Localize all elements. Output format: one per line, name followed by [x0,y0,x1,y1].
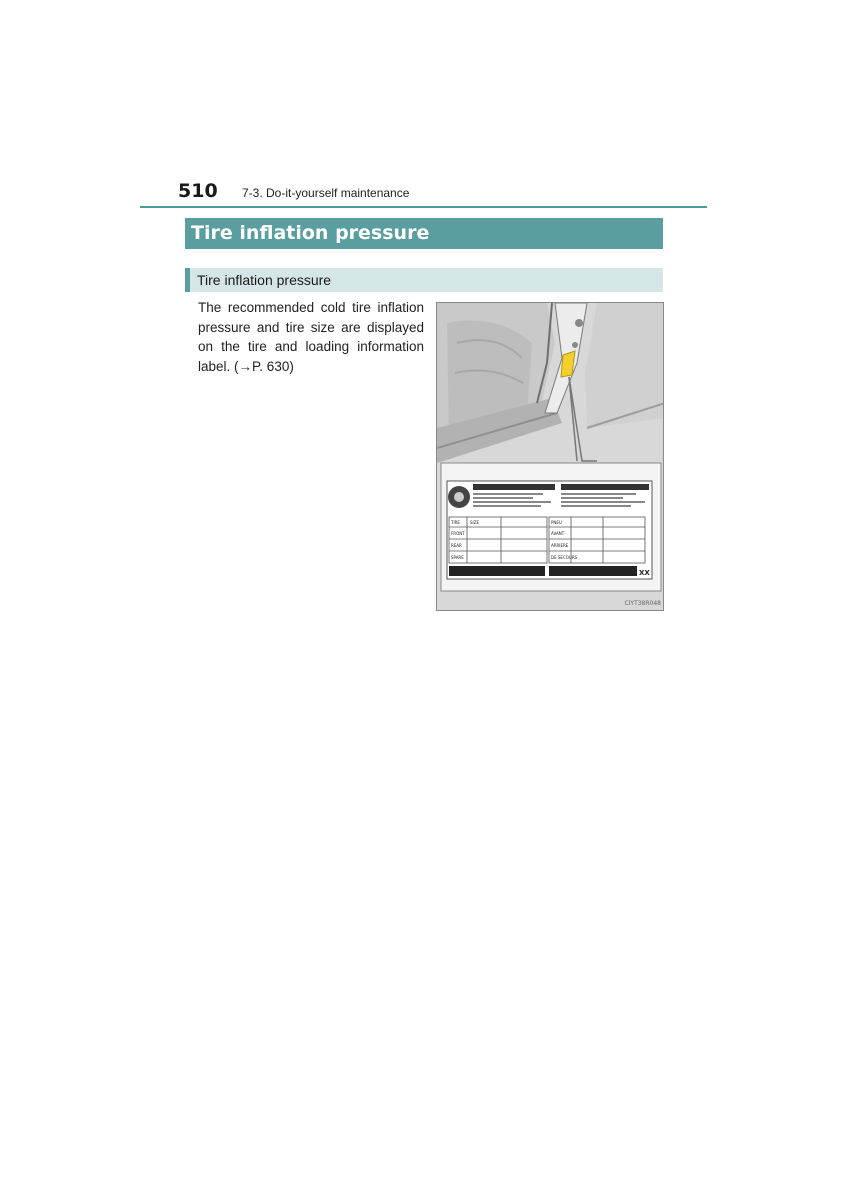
body-paragraph [198,298,424,376]
door-latch [575,319,583,327]
section-title: Tire inflation pressure [185,218,663,249]
col-pneu: PNEU [551,520,562,525]
label-header-fr [561,484,649,490]
label-mark: XX [639,569,650,577]
door-pillar-illustration [436,302,664,611]
row-spare: SPARE [451,555,464,560]
page-number: 510 [178,180,218,202]
door-panel [585,303,664,428]
col-size: SIZE [470,520,479,525]
body-text: The recommended cold tire inflation pressure and tire size are displayed on the tire and loading information label. [198,300,424,374]
label-header-en [473,484,555,490]
tire-hub [454,492,464,502]
section-path: 7-3. Do-it-yourself maintenance [242,186,410,200]
figure-code: CIYT38R048 [624,600,661,607]
label-footer-en [449,566,545,576]
row-secours: DE SECOURS [551,555,578,560]
row-arriere: ARRIERE [551,543,569,548]
door-latch [572,342,578,348]
subsection-title: Tire inflation pressure [185,268,663,292]
header-rule [140,206,707,208]
page-reference: (→P. 630) [234,358,294,374]
row-rear: REAR [451,543,462,548]
row-front: FRONT [451,531,465,536]
tire-label [447,481,652,579]
col-tire: TIRE [451,520,460,525]
illustration-svg [437,303,664,611]
label-footer-fr [549,566,637,576]
row-avant: AVANT [551,531,565,536]
